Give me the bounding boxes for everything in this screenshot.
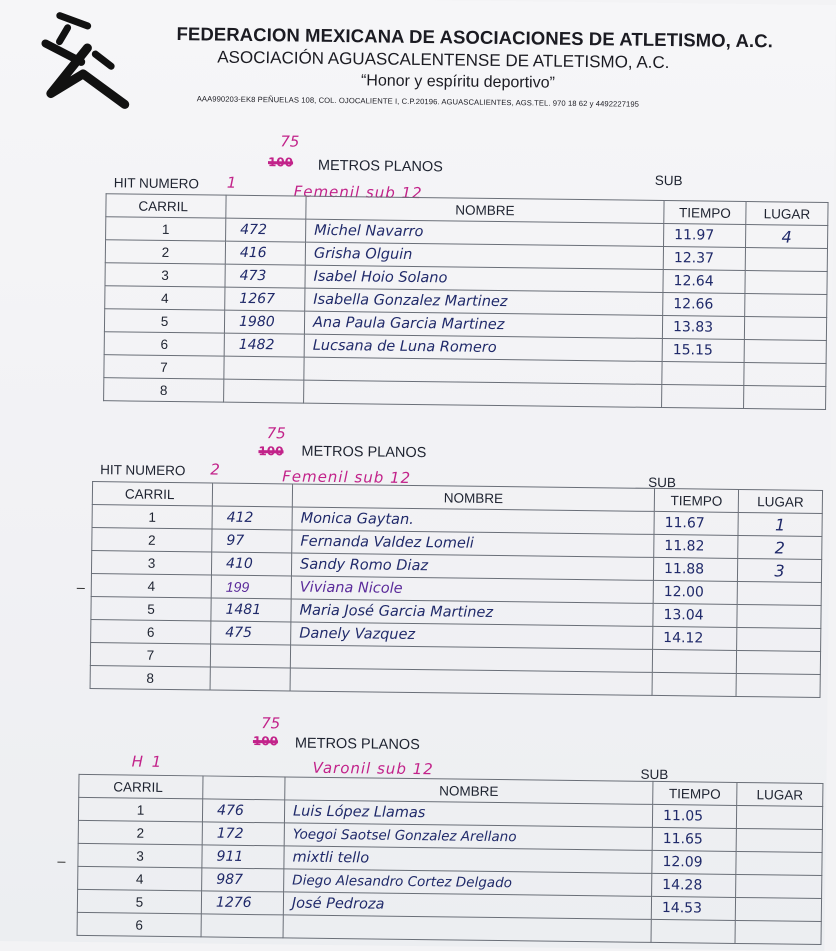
table-row: 7 <box>104 355 826 387</box>
table-row: 2 97 Fernanda Valdez Lomeli 11.82 2 <box>92 528 822 560</box>
table-row: 2 172 Yoegoi Saotsel Gonzalez Arellano 11.65 <box>78 820 822 852</box>
col-lane: CARRIL <box>92 482 212 506</box>
event-name: METROS PLANOS <box>294 735 420 754</box>
sub-label: SUB <box>654 172 683 189</box>
event-name: METROS PLANOS <box>317 157 443 176</box>
table-row: 5 1481 Maria José Garcia Martinez 13.04 <box>91 597 821 629</box>
heat-category: Femenil sub 12 <box>282 467 412 487</box>
col-lane: CARRIL <box>79 774 203 799</box>
col-name: NOMBRE <box>285 777 653 804</box>
col-place: LUGAR <box>746 202 828 226</box>
table-row: 4 1267 Isabella Gonzalez Martinez 12.66 <box>105 286 827 318</box>
table-row: 3 410 Sandy Romo Diaz 11.88 3 <box>91 551 821 583</box>
table-row: 1 472 Michel Navarro 11.97 4 <box>106 217 828 249</box>
heat-label: HIT NUMERO <box>113 175 200 192</box>
table-row: 2 416 Grisha Olguin 12.37 <box>105 240 827 272</box>
table-row: 8 <box>90 666 820 698</box>
col-name: NOMBRE <box>306 196 664 223</box>
sub-label: SUB <box>640 766 669 783</box>
heat-label: HIT NUMERO <box>100 462 186 479</box>
table-row: 3 473 Isabel Hoio Solano 12.64 <box>105 263 827 295</box>
motto: “Honor y espíritu deportivo” <box>360 72 555 92</box>
col-lane: CARRIL <box>106 194 226 218</box>
distance-handwritten: 75 <box>261 714 281 733</box>
col-name: NOMBRE <box>292 484 654 511</box>
distance-struck: 100 <box>252 734 279 749</box>
federation-title: FEDERACION MEXICANA DE ASOCIACIONES DE ATLETISMO, A.C. <box>176 23 774 52</box>
table-row: 5 1980 Ana Paula Garcia Martinez 13.83 <box>104 309 826 341</box>
heat-category: Varonil sub 12 <box>312 758 434 779</box>
heat-2-table <box>90 481 823 698</box>
distance-handwritten: 75 <box>280 132 300 151</box>
table-row: 6 <box>77 912 821 944</box>
col-place: LUGAR <box>737 782 823 806</box>
table-row: 1 412 Monica Gaytan. 11.67 1 <box>92 505 822 537</box>
margin-mark <box>77 588 85 589</box>
address-line: AAA990203-EK8 PEÑUELAS 108, COL. OJOCALIENTE I, C.P.20196. AGUASCALIENTES, AGS.TEL. 970 18 62 y 4492227195 <box>196 94 640 109</box>
distance-struck: 100 <box>258 444 284 459</box>
heat-1-table <box>103 193 828 410</box>
table-row: 6 1482 Lucsana de Luna Romero 15.15 <box>104 332 826 364</box>
heat-number: 1 <box>226 173 237 192</box>
col-time: TIEMPO <box>664 201 746 225</box>
table-row: 4 987 Diego Alesandro Cortez Delgado 14.28 <box>78 866 822 898</box>
federation-logo <box>37 9 138 114</box>
event-name: METROS PLANOS <box>301 443 427 462</box>
heat-label: H 1 <box>131 752 164 771</box>
col-time: TIEMPO <box>654 488 738 512</box>
table-row: 5 1276 José Pedroza 14.53 <box>77 889 821 921</box>
table-row: 6 475 Danely Vazquez 14.12 <box>91 620 821 652</box>
table-row: 4 199 Viviana Nicole 12.00 <box>91 574 821 606</box>
heat-3-table <box>77 774 824 945</box>
table-row: 3 911 mixtli tello 12.09 <box>78 843 822 875</box>
distance-struck: 100 <box>267 155 294 170</box>
table-row: 1 476 Luis López Llamas 11.05 <box>78 797 822 829</box>
heat-category: Femenil sub 12 <box>293 182 423 203</box>
table-row: 8 <box>104 378 826 410</box>
heat-number: 2 <box>210 460 220 479</box>
col-place: LUGAR <box>738 489 822 513</box>
col-time: TIEMPO <box>653 781 737 805</box>
margin-mark <box>57 862 65 863</box>
distance-handwritten: 75 <box>266 424 286 443</box>
sub-label: SUB <box>648 474 676 491</box>
association-title: ASOCIACIÓN AGUASCALENTENSE DE ATLETISMO, A.C. <box>217 47 670 73</box>
table-row: 7 <box>90 643 820 675</box>
